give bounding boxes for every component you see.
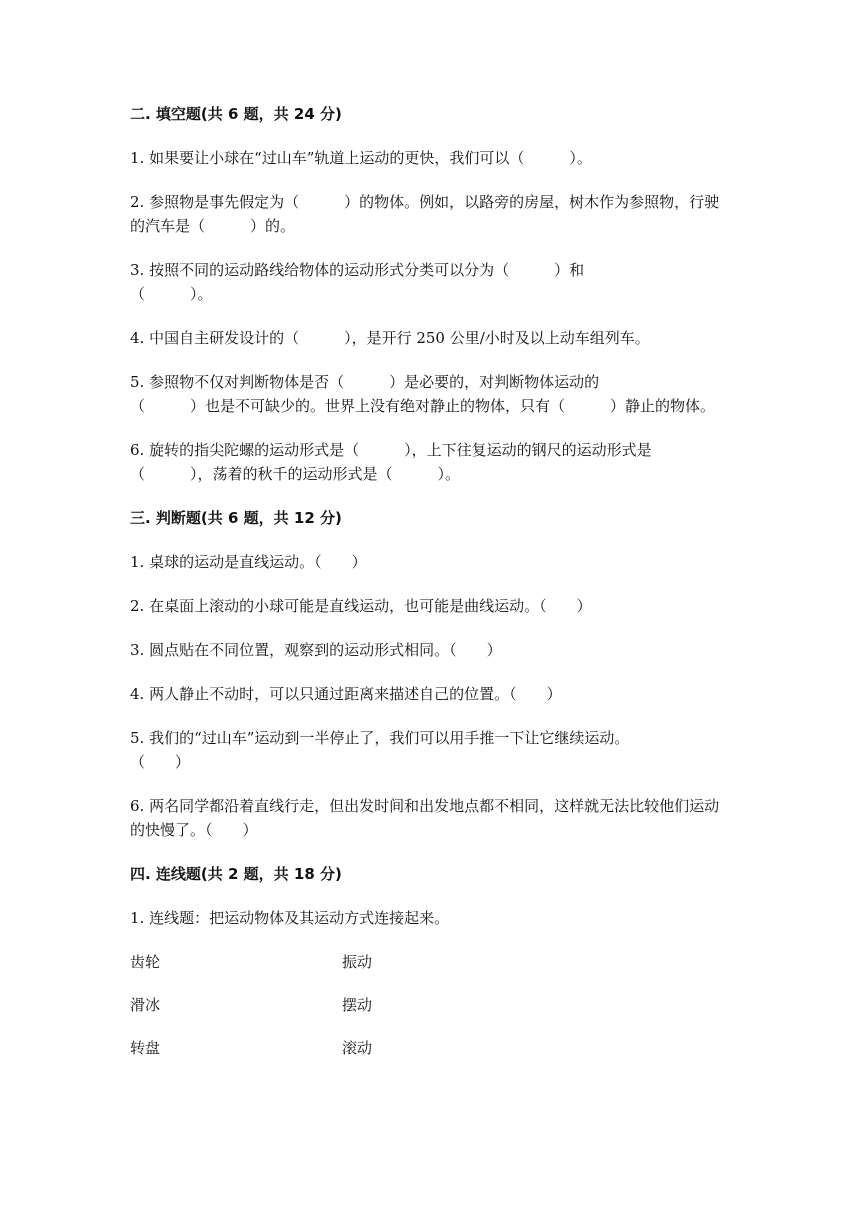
section-title-true-false: 三. 判断题(共 6 题，共 12 分): [130, 509, 342, 527]
matching-question-1: 1. 连线题：把运动物体及其运动方式连接起来。: [130, 909, 450, 927]
fill-question-5: 5. 参照物不仅对判断物体是否（ ）是必要的，对判断物体运动的 （ ）也是不可缺少的。世界上没有绝对静止的物体，只有（ ）静止的物体。: [130, 373, 716, 415]
fill-question-1: 1. 如果要让小球在“过山车”轨道上运动的更快，我们可以（ ）。: [130, 149, 592, 167]
matching-left-item: 滑冰: [130, 996, 161, 1014]
matching-row: [130, 950, 730, 974]
matching-left-item: 齿轮: [130, 953, 161, 971]
section-title-matching: 四. 连线题(共 2 题，共 18 分): [130, 865, 342, 883]
matching-left-item: 转盘: [130, 1039, 161, 1057]
judge-question-1: 1. 桌球的运动是直线运动。（ ）: [130, 553, 367, 571]
section-title-fill-in: 二. 填空题(共 6 题，共 24 分): [130, 105, 342, 123]
fill-question-4: 4. 中国自主研发设计的（ ），是开行 250 公里/小时及以上动车组列车。: [130, 329, 650, 347]
judge-question-4: 4. 两人静止不动时，可以只通过距离来描述自己的位置。（ ）: [130, 685, 562, 703]
judge-question-6: 6. 两名同学都沿着直线行走，但出发时间和出发地点都不相同，这样就无法比较他们运动的快慢了。（ ）: [130, 797, 720, 839]
matching-right-item: 振动: [342, 953, 373, 971]
fill-question-6: 6. 旋转的指尖陀螺的运动形式是（ ），上下往复运动的钢尺的运动形式是（ ），荡着的秋千的运动形式是（ ）。: [130, 441, 652, 483]
judge-question-2: 2. 在桌面上滚动的小球可能是直线运动，也可能是曲线运动。（ ）: [130, 597, 592, 615]
fill-question-2: 2. 参照物是事先假定为（ ）的物体。例如，以路旁的房屋，树木作为参照物，行驶的汽车是（ ）的。: [130, 193, 720, 235]
matching-row: [130, 993, 730, 1017]
matching-right-item: 摆动: [342, 996, 373, 1014]
judge-question-3: 3. 圆点贴在不同位置，观察到的运动形式相同。（ ）: [130, 641, 502, 659]
fill-question-3: 3. 按照不同的运动路线给物体的运动形式分类可以分为（ ）和 （ ）。: [130, 261, 585, 303]
judge-question-5: 5. 我们的“过山车”运动到一半停止了，我们可以用手推一下让它继续运动。 （ ）: [130, 729, 630, 771]
matching-right-item: 滚动: [342, 1039, 373, 1057]
matching-row: [130, 1036, 730, 1060]
exam-page: [130, 102, 730, 1079]
